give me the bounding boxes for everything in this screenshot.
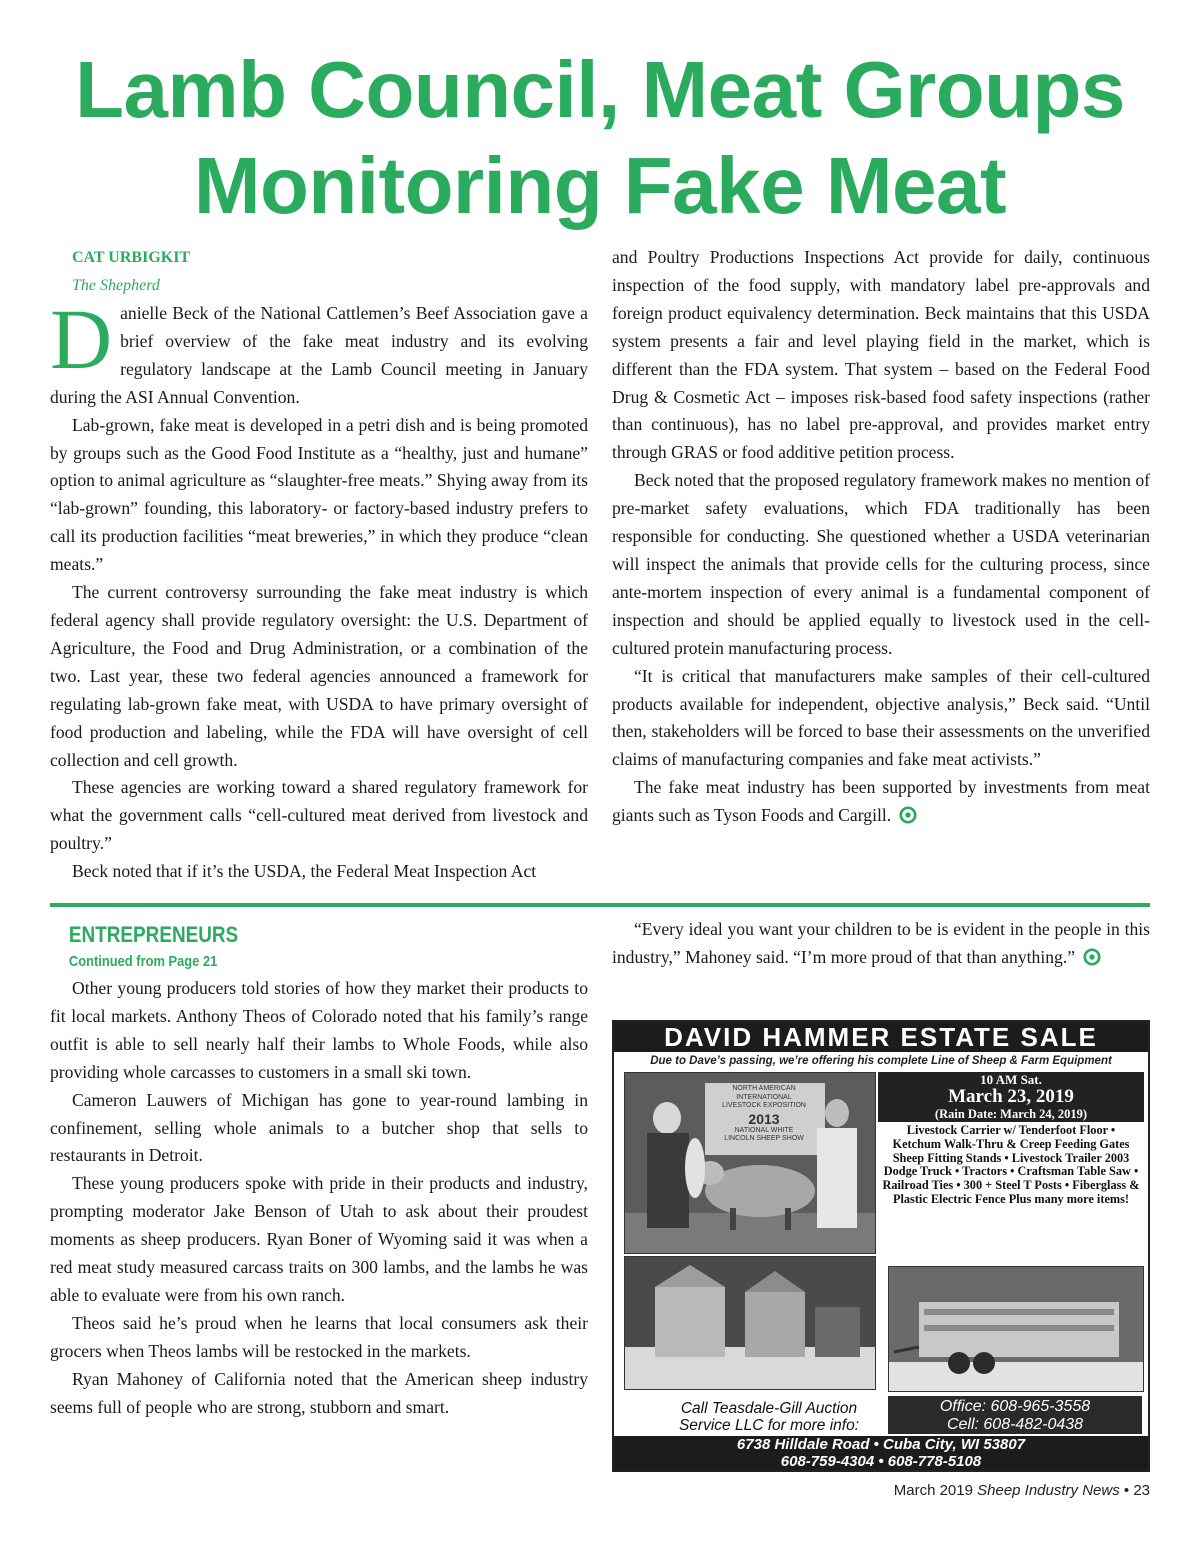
sale-items: Livestock Carrier w/ Tenderfoot Floor • Ketchum Walk-Thru & Creep Feeding Gates Sheep Fitting Stands • Livestock Trailer 2003 Dodge Truck • Tractors • Craftsman Table Saw • Railroad Ties • 300 + Steel T Posts • Fiberglass & Plastic Electric Fence Plus many more items! [882,1123,1140,1206]
sale-time: 10 AM Sat. [878,1072,1144,1087]
article-paragraph: These agencies are working toward a shared regulatory framework for what the government calls “cell-cultured meat derived from livestock and poultry.” [50,777,588,854]
drop-cap: D [50,291,113,387]
headline-line-2: Monitoring Fake Meat [193,141,1007,230]
show-banner-text: NORTH AMERICAN INTERNATIONAL LIVESTOCK EXPOSITION 2013 NATIONAL WHITE LINCOLN SHEEP SHOW [722,1085,806,1142]
rain-date: (Rain Date: March 24, 2019) [878,1107,1144,1122]
article-paragraph: “Every ideal you want your children to be is evident in the people in this industry,” Mahoney said. “I’m more proud of that than anything.” [612,919,1150,967]
phone-contacts [888,1396,1142,1434]
ad-subtitle: Due to Dave’s passing, we’re offering his complete Line of Sheep & Farm Equipment [650,1055,1112,1067]
sale-details [878,1072,1144,1260]
swirl-end-mark-icon [1083,948,1101,966]
article-column-right [612,244,1150,830]
article-paragraph: These young producers spoke with pride in their products and industry, prompting moderator Jake Benson of Utah to ask about their proudest moments as sheep producers. Ryan Boner of Wyoming said it was when a red meat study measured carcass traits on 300 lambs, and the lambs he was able to evaluate were from his own ranch. [50,1173,588,1305]
entrepreneurs-column-left [50,921,588,1422]
article-paragraph: Cameron Lauwers of Michigan has gone to year-round lambing in confinement, selling whole animals to a butcher shop that sells to restaurants in Detroit. [50,1089,588,1166]
article-paragraph: “It is critical that manufacturers make samples of their cell-cultured products available for independent, objective analysis,” Beck said. “Until then, stakeholders will be forced to base their assessments on the unverified claims of manufacturing companies and fake meat activists.” [612,665,1150,770]
entrepreneurs-column-right [612,916,1150,972]
headline [0,42,1200,234]
cell-phone: Cell: 608-482-0438 [946,1416,1084,1433]
sale-address: 6738 Hilldale Road • Cuba City, WI 53807 [736,1436,1026,1453]
feeder-bins-photo [624,1256,876,1390]
auction-contact: Call Teasdale-Gill Auction Service LLC for more info: [678,1400,860,1434]
sheep-show-photo [624,1072,876,1254]
publication-credit: The Shepherd [72,277,160,294]
section-divider [50,903,1150,907]
article-paragraph: Theos said he’s proud when he learns that local consumers ask their grocers when Theos lambs will be restocked in the markets. [50,1312,588,1361]
magazine-name: Sheep Industry News [977,1482,1120,1499]
issue-date: March 2019 [893,1482,973,1499]
page-number: 23 [1133,1482,1150,1499]
page-footer [894,1480,1150,1502]
estate-sale-advertisement [612,1020,1150,1472]
article-paragraph: and Poultry Productions Inspections Act provide for daily, continuous inspection of the food supply, with mandatory label pre-approvals and foreign product equivalency determination. Beck maintains that this USDA system presents a fair and level playing field in the market, which is different than the FDA system. That system – based on the Federal Food Drug & Cosmetic Act – imposes risk-based food safety inspections (rather than continuous), has no label pre-approval, and provides market entry through GRAS or food additive petition process. [612,247,1150,463]
continued-from-label: Continued from Page 21 [68,953,218,970]
sale-date: March 23, 2019 [878,1087,1144,1107]
ad-footer [614,1436,1148,1470]
article-paragraph: Lab-grown, fake meat is developed in a petri dish and is being promoted by groups such as the Good Food Institute as a “healthy, just and humane” option to animal agriculture as “slaughter-free meats.” Shying away from its “lab-grown” founding, this laboratory- or factory-based industry prefers to call its production facilities “meat breweries,” in which they produce “clean meats.” [50,414,588,575]
headline-line-1: Lamb Council, Meat Groups [75,45,1125,134]
author-byline: CAT URBIGKIT [72,249,191,266]
article-paragraph: Danielle Beck of the National Cattlemen’s Beef Association gave a brief overview of the fake meat industry and its evolving regulatory landscape at the Lamb Council meeting in January during the ASI Annual Convention. [50,291,588,407]
article-paragraph: Ryan Mahoney of California noted that the American sheep industry seems full of people who are strong, stubborn and smart. [50,1368,588,1417]
office-phone: Office: 608-965-3558 [939,1398,1091,1415]
ad-title: DAVID HAMMER ESTATE SALE [614,1022,1148,1052]
trailer-illustration [889,1267,1143,1391]
article-paragraph: The fake meat industry has been supported by investments from meat giants such as Tyson Foods and Cargill. [612,777,1150,826]
section-heading: ENTREPRENEURS [68,922,239,947]
article-column-left [50,244,588,886]
feeder-bins-illustration [625,1257,875,1389]
article-paragraph: Beck noted that if it’s the USDA, the Federal Meat Inspection Act [72,861,537,882]
article-paragraph: Other young producers told stories of how they market their products to fit local markets. Anthony Theos of Colorado noted that his family’s range outfit is able to sell nearly half their lambs to Whole Foods, while also providing whole carcasses to customers in a small ski town. [50,978,588,1082]
footer-separator: • [1123,1482,1130,1499]
livestock-trailer-photo [888,1266,1144,1392]
additional-phones: 608-759-4304 • 608-778-5108 [780,1452,982,1470]
swirl-end-mark-icon [899,806,917,824]
article-paragraph: Beck noted that the proposed regulatory framework makes no mention of pre-market safety evaluations, which FDA traditionally has been responsible for conducting. She questioned whether a USDA veterinarian will inspect the animals that provide cells for the culturing process, since ante-mortem inspection of every animal is a fundamental component of inspection and should be applied equally to livestock used in the cell-cultured protein manufacturing process. [612,470,1150,658]
article-paragraph: The current controversy surrounding the fake meat industry is which federal agency shall provide regulatory oversight: the U.S. Department of Agriculture, the Food and Drug Administration, or a combination of the two. Last year, these two federal agencies announced a framework for regulating lab-grown fake meat, with USDA to have primary oversight of food production and labeling, while the FDA will have oversight of cell collection and cell growth. [50,582,588,770]
